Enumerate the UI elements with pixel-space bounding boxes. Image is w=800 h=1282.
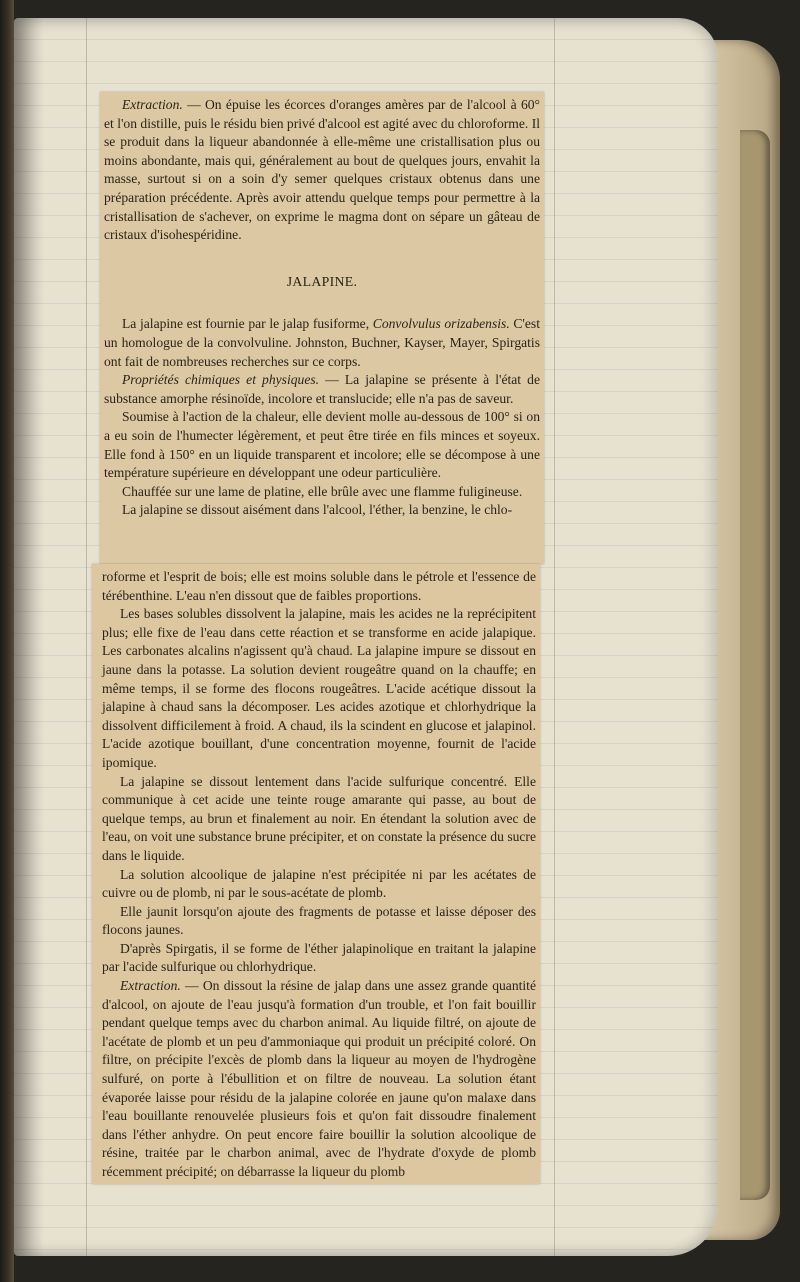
paragraph-text: — La jalapine se présente à l'état de substance amorphe résinoïde, incolore et translucide; elle n'a pas de saveur.	[104, 372, 540, 406]
right-margin-rule	[554, 18, 555, 1256]
section-label: Extraction.	[120, 978, 181, 994]
paragraph-text: — On dissout la résine de jalap dans une assez grande quantité d'alcool, on ajoute de l'eau jusqu'à formation d'un trouble, et l'on fait bouillir pendant quelque temps avec du charbon animal. Au liquide filtré, on ajoute de l'acétate de plomb et un peu d'ammoniaque qui produit un précipité coloré. On filtre, on précipite l'excès de plomb dans la liqueur au moyen de l'hydrogène sulfuré, on porte à l'ébullition et on filtre de nouveau. La solution étant évaporée laisse pour résidu de la jalapine colorée en jaune qu'on malaxe dans l'eau bouillante renouvelée plusieurs fois et qu'on fait dissoudre finalement dans l'éther anhydre. On peut encore faire bouillir la solution alcoolique de résine, traitée par le charbon animal, avec de l'hydrate d'oxyde de plomb récemment précipité; on débarrasse la liqueur du plomb	[102, 978, 536, 1179]
page-edges	[740, 130, 770, 1200]
paragraph-heat: Soumise à l'action de la chaleur, elle devient molle au-dessous de 100° si on a eu soin de l'humecter légèrement, et peut être tirée en fils minces et soyeux. Elle fond à 150° en un liquide transparent et incolore; elle se décompose à une température supérieure en développant une odeur particulière.	[104, 409, 540, 481]
paragraph-potash: Elle jaunit lorsqu'on ajoute des fragments de potasse et laisse déposer des flocons jaunes.	[102, 903, 536, 938]
paragraph-text: La jalapine est fournie par le jalap fusiforme,	[122, 316, 373, 332]
paragraph-extraction-1	[104, 96, 540, 245]
clipping-top	[100, 92, 544, 564]
paragraph-intro	[104, 315, 540, 371]
section-label: Extraction.	[122, 97, 183, 112]
section-label: Propriétés chimiques et physiques.	[122, 372, 320, 388]
paragraph-properties	[104, 371, 540, 408]
paragraph-text: C'est un homologue de la convolvuline. Johnston, Buchner, Kayser, Mayer, Spirgatis ont fait de nombreuses recherches sur ce corps.	[104, 316, 540, 369]
paragraph-bases: Les bases solubles dissolvent la jalapine, mais les acides ne la reprécipitent plus; elle fixe de l'eau dans cette réaction et se transforme en acide jalapique. Les carbonates alcalins n'agissent qu'à chaud. La jalapine impure se dissout en jaune dans la potasse. La solution devient rougeâtre quand on la chauffe; en même temps, il se forme des flocons rougeâtres. L'acide acétique dissout la jalapine à chaud sans la décomposer. Les acides azotique et chlorhydrique la dissolvent difficilement à froid. A chaud, ils la scindent en glucose et jalapinol. L'acide azotique bouillant, d'une concentration moyenne, fournit de l'acide ipomique.	[102, 606, 536, 770]
paragraph-sulfuric: La jalapine se dissout lentement dans l'acide sulfurique concentré. Elle communique à cet acide une teinte rouge amarante qui passe, au bout de quelque temps, au brun et finalement au noir. En étendant la solution avec de l'eau, on voit une substance brune précipiter, et on constate la présence du sucre dans le liquide.	[102, 773, 536, 863]
paragraph-solubility-start: La jalapine se dissout aisément dans l'alcool, l'éther, la benzine, le chlo-	[122, 502, 513, 518]
paragraph-acetates: La solution alcoolique de jalapine n'est précipitée ni par les acétates de cuivre ou de plomb, ni par le sous-acétate de plomb.	[102, 866, 536, 901]
left-margin-rule	[86, 18, 87, 1256]
book-binding	[0, 0, 14, 1282]
paragraph-platinum: Chauffée sur une lame de platine, elle brûle avec une flamme fuligineuse.	[122, 483, 523, 499]
clipping-bottom	[92, 564, 540, 1184]
paragraph-text: — On épuise les écorces d'oranges amères par de l'alcool à 60° et l'on distille, puis le résidu bien privé d'alcool est agité avec du chloroforme. Il se produit dans la liqueur abandonnée à elle-même une cristallisation plus ou moins abondante, mais qui, généralement au bout de quelques jours, envahit la masse, surtout si on a soin d'y semer quelques cristaux obtenus dans une préparation précédente. Après avoir attendu quelque temps pour permettre à la cristallisation de s'achever, on exprime le magma dont on sépare un gâteau de cristaux d'isohespéridine.	[104, 97, 540, 243]
paragraph-extraction-2	[102, 977, 536, 1182]
paragraph-solubility-end: roforme et l'esprit de bois; elle est moins soluble dans le pétrole et l'essence de térébenthine. L'eau n'en dissout que de faibles proportions.	[102, 569, 536, 603]
latin-name: Convolvulus orizabensis.	[372, 316, 510, 332]
paragraph-spirgatis: D'après Spirgatis, il se forme de l'éther jalapinolique en traitant la jalapine par l'acide sulfurique ou chlorhydrique.	[102, 940, 536, 975]
section-heading: JALAPINE.	[286, 273, 358, 289]
